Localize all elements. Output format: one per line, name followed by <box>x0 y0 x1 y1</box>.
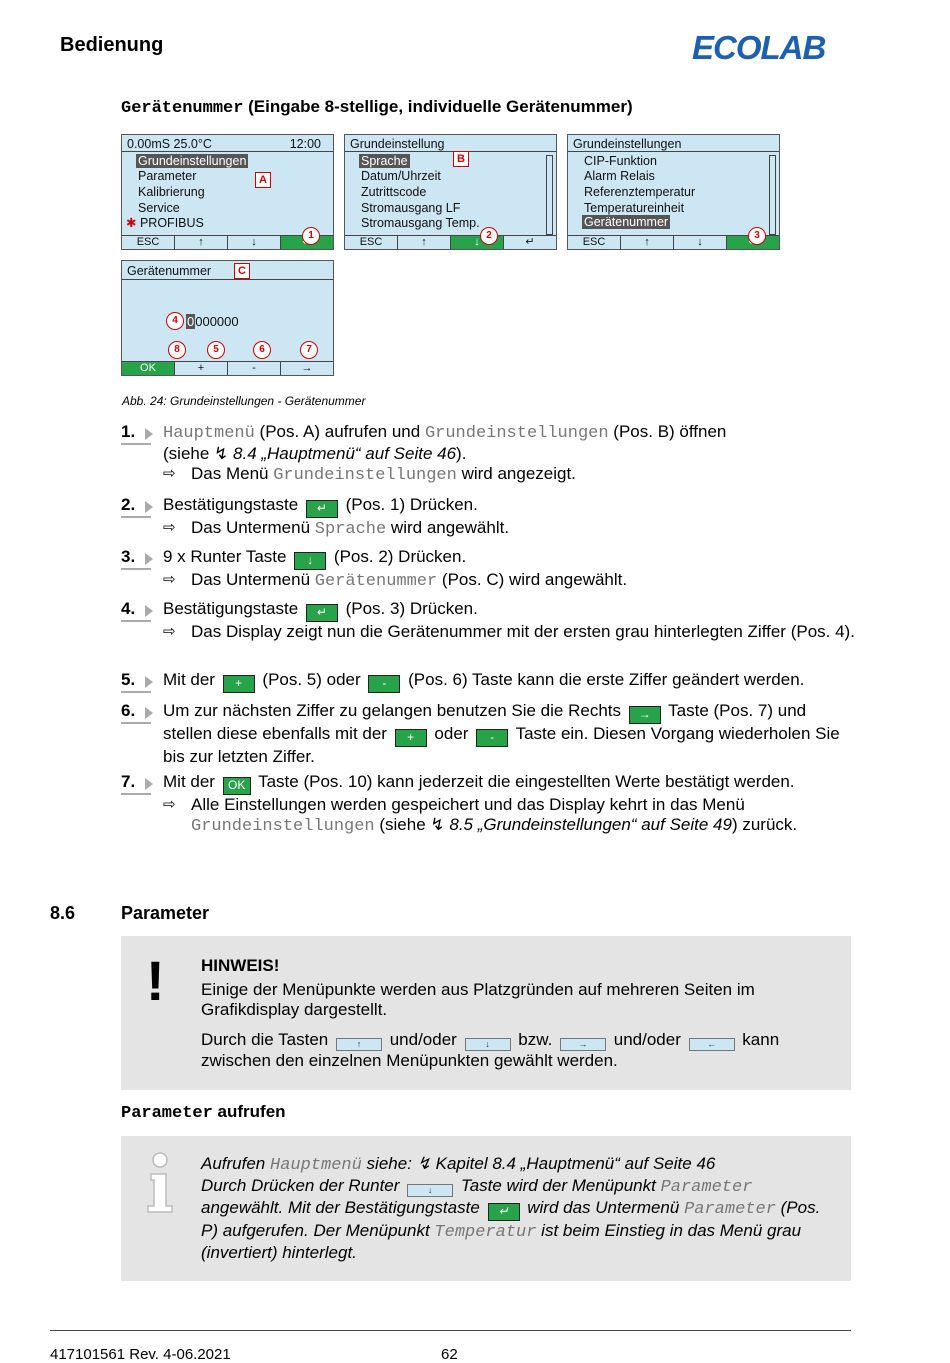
plus-key-icon: + <box>223 675 255 693</box>
screen-grundeinstellung: Grundeinstellung Sprache Datum/Uhrzeit Zutrittscode Stromausgang LF Stromausgang Temp. B ESC ↑ ↓ ↵ 2 <box>344 134 557 250</box>
step-2: 2. Bestätigungstaste ↵ (Pos. 1) Drücken. ⇨ Das Untermenü Sprache wird angewählt. <box>121 495 856 540</box>
heading-geraetenummer: Gerätenummer (Eingabe 8-stellige, individuelle Gerätenummer) <box>121 97 633 118</box>
down-key-icon: ↓ <box>465 1038 511 1051</box>
ref-arrow-icon: ↯ <box>416 1154 431 1173</box>
step-4: 4. Bestätigungstaste ↵ (Pos. 3) Drücken. ⇨ Das Display zeigt nun die Gerätenummer mit der ersten grau hinterlegten Ziffer (Pos. 4). <box>121 599 856 642</box>
footer-page-number: 62 <box>441 1346 458 1363</box>
ecolab-logo <box>692 28 842 64</box>
footer-doc-number: 417101561 Rev. 4-06.2021 <box>50 1346 231 1363</box>
minus-key-icon: - <box>368 675 400 693</box>
screen-button-bar: OK + - → <box>122 361 333 375</box>
right-key-icon: → <box>560 1038 606 1051</box>
svg-text:ECOLAB: ECOLAB <box>692 29 826 64</box>
asterisk-icon: ✱ <box>126 216 137 230</box>
enter-key-icon: ↵ <box>306 604 338 622</box>
step-5: 5. Mit der + (Pos. 5) oder - (Pos. 6) Taste kann die erste Ziffer geändert werden. <box>121 670 856 693</box>
down-key-icon: ↓ <box>407 1184 453 1197</box>
step-1: 1. Hauptmenü (Pos. A) aufrufen und Grundeinstellungen (Pos. B) öffnen (siehe ↯ 8.4 „Hauptmenü“ auf Seite 46). ⇨ Das Menü Grundeinstellungen wird angezeigt. <box>121 422 856 486</box>
info-box: Aufrufen Hauptmenü siehe: ↯ Kapitel 8.4 „Hauptmenü“ auf Seite 46 Durch Drücken der Runter ↓ Taste wird der Menüpunkt Parameter angewählt. Mit der Bestätigungstaste ↵ wird das Untermenü Parameter (Pos. P) aufgerufen. Der Menüpunkt Temperatur ist beim Einstieg in das Menü grau (invertiert) hinterlegt. <box>121 1136 851 1281</box>
section-number: 8.6 <box>50 903 76 923</box>
ref-arrow-icon: ↯ <box>430 815 445 834</box>
figure-caption: Abb. 24: Grundeinstellungen - Gerätenummer <box>122 394 366 408</box>
left-key-icon: ← <box>689 1038 735 1051</box>
section-title: Parameter <box>121 903 210 923</box>
screen-geraetenummer: Gerätenummer C 4 0000000 8 5 6 7 OK + - → <box>121 260 334 376</box>
screen-grundeinstellungen: Grundeinstellungen CIP-Funktion Alarm Relais Referenztemperatur Temperatureinheit Gerätenummer ESC ↑ ↓ 3 <box>567 134 780 250</box>
screen-button-bar: ESC ↑ ↓ <box>122 235 333 249</box>
plus-key-icon: + <box>395 729 427 747</box>
scrollbar <box>769 155 776 235</box>
device-number-value: 0000000 <box>187 314 239 329</box>
ref-arrow-icon: ↯ <box>214 444 229 463</box>
down-key-icon: ↓ <box>294 552 326 570</box>
enter-key-icon: ↵ <box>306 500 338 518</box>
screen-hauptmenue: 0.00mS 25.0°C 12:00 Grundeinstellungen Parameter Kalibrierung Service ✱ PROFIBUS A ESC ↑ ↓ 1 <box>121 134 334 250</box>
notice-box: HINWEIS! Einige der Menüpunkte werden aus Platzgründen auf mehreren Seiten im Grafikdisplay dargestellt. Durch die Tasten ↑ und/oder ↓ bzw. → und/oder ← kann zwischen den einzelnen Menüpunkten gewählt werden. <box>121 936 851 1090</box>
ok-key-icon: OK <box>223 777 251 795</box>
scrollbar <box>546 155 553 235</box>
screen-button-bar: ESC ↑ ↓ <box>568 235 779 249</box>
footer-rule <box>50 1330 851 1331</box>
up-key-icon: ↑ <box>336 1038 382 1051</box>
subheading-parameter: Parameter aufrufen <box>121 1102 286 1123</box>
step-3: 3. 9 x Runter Taste ↓ (Pos. 2) Drücken. ⇨ Das Untermenü Gerätenummer (Pos. C) wird angewählt. <box>121 547 856 592</box>
step-7: 7. Mit der OK Taste (Pos. 10) kann jederzeit die eingestellten Werte bestätigt werden. ⇨ Alle Einstellungen werden gespeichert und das Display kehrt in das Menü Grundeinstellungen (siehe ↯ 8.5 „Grundeinstellungen“ auf Seite 49) zurück. <box>121 772 856 837</box>
exclamation-icon: ! <box>146 949 165 1012</box>
step-6: 6. Um zur nächsten Ziffer zu gelangen benutzen Sie die Rechts → Taste (Pos. 7) und stellen diese ebenfalls mit der + oder - Taste ein. Diesen Vorgang wiederholen Sie bis zur letzten Ziffer. <box>121 701 840 766</box>
header-title: Bedienung <box>60 34 164 56</box>
info-icon <box>144 1152 176 1214</box>
minus-key-icon: - <box>476 729 508 747</box>
screen-button-bar: ESC ↑ ↓ ↵ <box>345 235 556 249</box>
enter-key-icon: ↵ <box>488 1203 520 1221</box>
right-key-icon: → <box>629 706 661 724</box>
